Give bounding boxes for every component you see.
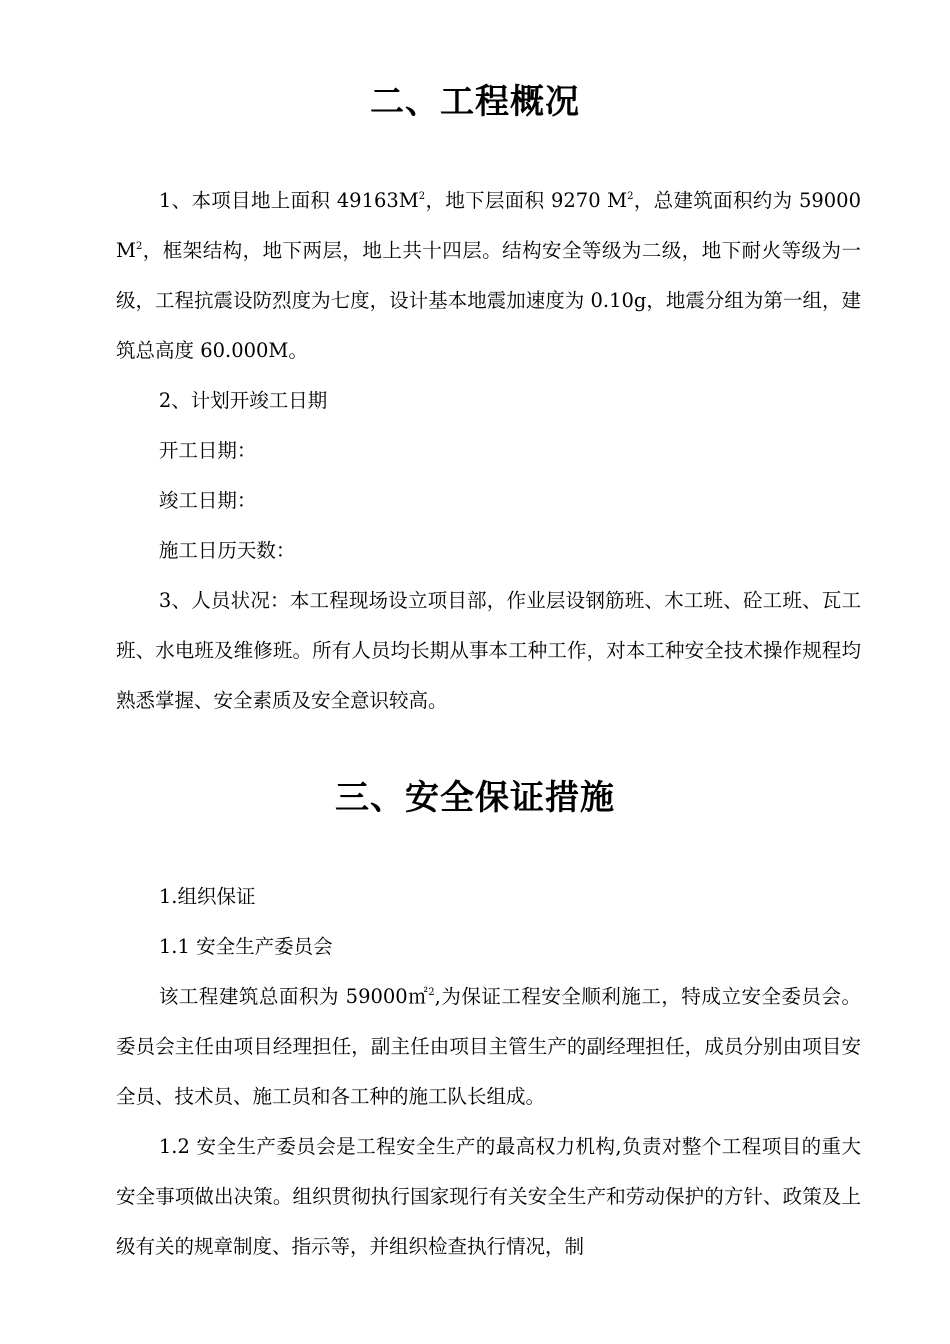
text-run: ，总建筑面积约为 59000 M bbox=[116, 189, 861, 262]
calendar-days-line: 施工日历天数： bbox=[158, 539, 296, 562]
superscript: 2 bbox=[428, 987, 435, 998]
safety-paragraph-committee-desc bbox=[116, 972, 861, 1122]
text-run: ,为保证工程安全顺利施工，特成立安全委员会。委员会主任由项目经理担任，副主任由项目主管生产的副经理担任，成员分别由项目安全员、技术员、施工员和各工种的施工队长组成。 bbox=[116, 985, 861, 1108]
section-heading-overview: 二、工程概况 bbox=[370, 82, 580, 122]
safety-paragraph-committee-title: 1.1 安全生产委员会 bbox=[158, 935, 333, 958]
safety-body bbox=[116, 872, 861, 1272]
completion-date-line: 竣工日期： bbox=[158, 489, 257, 512]
overview-paragraph-schedule: 2、计划开竣工日期 bbox=[158, 389, 328, 412]
overview-body bbox=[116, 176, 861, 726]
overview-paragraph-personnel: 3、人员状况：本工程现场设立项目部，作业层设钢筋班、木工班、砼工班、瓦工班、水电班及维修班。所有人员均长期从事本工种工作，对本工种安全技术操作规程均熟悉掌握、安全素质及安全意识较高。 bbox=[116, 589, 861, 712]
superscript: 2 bbox=[135, 241, 143, 252]
safety-paragraph-committee-authority: 1.2 安全生产委员会是工程安全生产的最高权力机构,负责对整个工程项目的重大安全事项做出决策。组织贯彻执行国家现行有关安全生产和劳动保护的方针、政策及上级有关的规章制度、指示等，并组织检查执行情况，制 bbox=[116, 1135, 861, 1258]
overview-paragraph-area bbox=[116, 176, 861, 376]
text-run: 1、本项目地上面积 49163M bbox=[158, 189, 419, 212]
text-run: ，框架结构，地下两层，地上共十四层。结构安全等级为二级，地下耐火等级为一级，工程抗震设防烈度为七度，设计基本地震加速度为 0.10g，地震分组为第一组，建筑总高度 60.000M。 bbox=[116, 239, 861, 362]
text-run: 该工程建筑总面积为 59000㎡ bbox=[158, 985, 429, 1008]
safety-paragraph-organization: 1.组织保证 bbox=[158, 885, 256, 908]
text-run: ，地下层面积 9270 M bbox=[425, 189, 628, 212]
superscript: 2 bbox=[627, 191, 634, 202]
section-heading-safety: 三、安全保证措施 bbox=[335, 778, 615, 818]
superscript: 2 bbox=[418, 191, 426, 202]
start-date-line: 开工日期： bbox=[158, 439, 257, 462]
